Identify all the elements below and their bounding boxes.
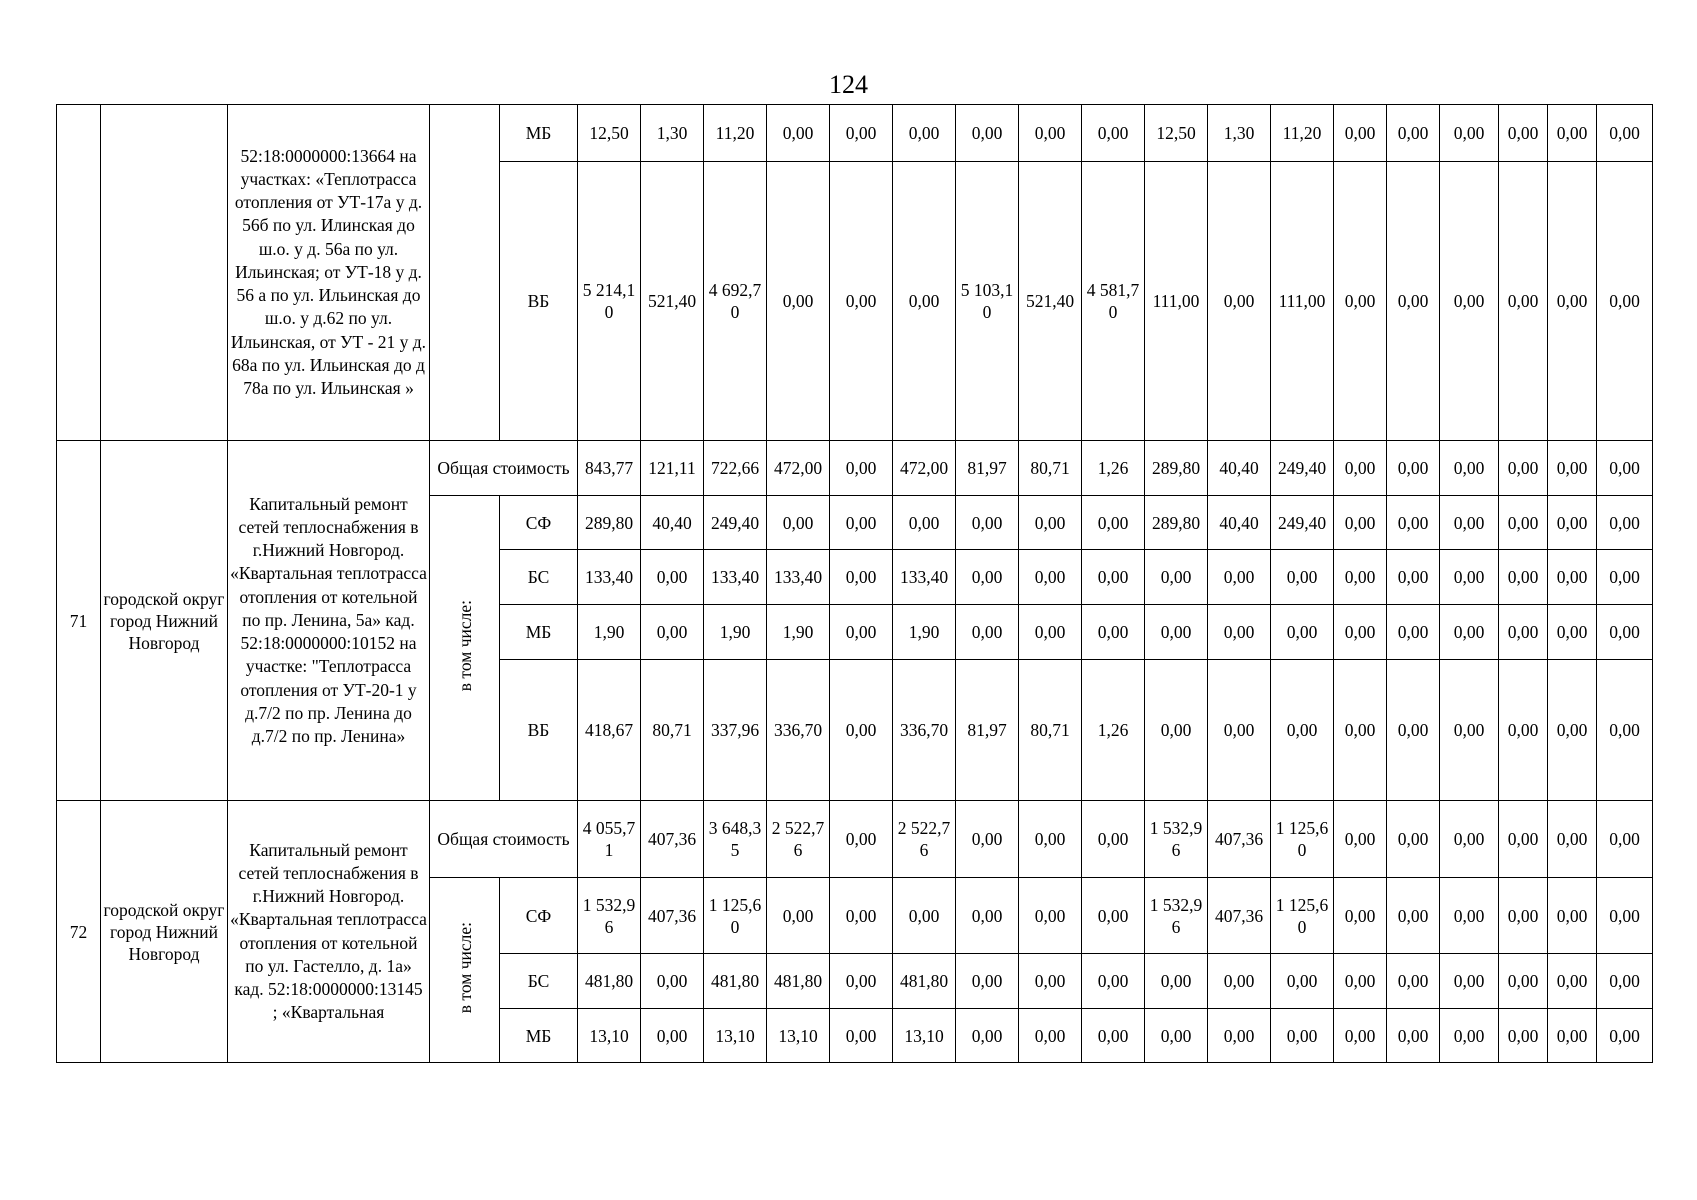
value-cell: 81,97 [956,660,1019,801]
value-cell: 407,36 [641,878,704,954]
value-cell: 0,00 [1597,105,1653,162]
row-number-cell: 71 [57,441,101,801]
value-cell: 11,20 [1271,105,1334,162]
row-number-cell: 72 [57,801,101,1063]
value-cell: 111,00 [1145,162,1208,441]
value-cell: 1,26 [1082,660,1145,801]
value-cell: 0,00 [1387,496,1440,550]
value-cell: 0,00 [1019,550,1082,605]
value-cell: 133,40 [767,550,830,605]
value-cell: 0,00 [1499,162,1548,441]
value-cell: 0,00 [1334,162,1387,441]
value-cell: 0,00 [830,105,893,162]
value-cell: 0,00 [1440,550,1499,605]
value-cell: 843,77 [578,441,641,496]
value-cell: 0,00 [830,162,893,441]
value-cell: 1,90 [893,605,956,660]
value-cell: 0,00 [1548,496,1597,550]
value-cell: 13,10 [767,1009,830,1063]
value-cell: 1,30 [1208,105,1271,162]
value-cell: 289,80 [578,496,641,550]
value-cell: 0,00 [1145,1009,1208,1063]
value-cell: 0,00 [1499,441,1548,496]
value-cell: 521,40 [641,162,704,441]
value-cell: 0,00 [1548,660,1597,801]
value-cell: 1,26 [1082,441,1145,496]
value-cell: 133,40 [578,550,641,605]
value-cell: 1 125,60 [704,878,767,954]
value-cell: 0,00 [1548,105,1597,162]
value-cell: 0,00 [956,605,1019,660]
value-cell: 40,40 [1208,441,1271,496]
group-cell [430,105,500,441]
value-cell: 0,00 [956,496,1019,550]
value-cell: 0,00 [1440,878,1499,954]
value-cell: 0,00 [1387,954,1440,1009]
value-cell: 0,00 [1082,105,1145,162]
value-cell: 0,00 [893,496,956,550]
value-cell: 0,00 [1548,441,1597,496]
value-cell: 0,00 [830,496,893,550]
value-cell: 0,00 [1271,605,1334,660]
description-cell: 52:18:0000000:13664 на участках: «Теплотрасса отопления от УТ-17а у д. 56б по ул. Илинская до ш.о. у д. 56а по ул. Ильинская; от УТ-18 у д. 56 а по ул. Ильинская до ш.о. у д.62 по ул. Ильинская, от УТ - 21 у д. 68а по ул. Ильинская до д 78а по ул. Ильинская » [228,105,430,441]
value-cell: 0,00 [1387,105,1440,162]
value-cell: 0,00 [1499,801,1548,878]
value-cell: 722,66 [704,441,767,496]
value-cell: 0,00 [1019,878,1082,954]
value-cell: 0,00 [1440,660,1499,801]
value-cell: 0,00 [830,550,893,605]
total-cost-label: Общая стоимость [430,801,578,878]
value-cell: 0,00 [1548,605,1597,660]
value-cell: 0,00 [1334,605,1387,660]
funding-type-cell: МБ [500,605,578,660]
value-cell: 13,10 [893,1009,956,1063]
value-cell: 0,00 [1145,550,1208,605]
value-cell: 407,36 [1208,801,1271,878]
value-cell: 11,20 [704,105,767,162]
subtotal-group-label [430,878,500,1063]
value-cell: 40,40 [641,496,704,550]
funding-type-cell: СФ [500,878,578,954]
value-cell: 0,00 [1499,954,1548,1009]
value-cell: 0,00 [1597,162,1653,441]
value-cell: 0,00 [1548,1009,1597,1063]
value-cell: 0,00 [1019,1009,1082,1063]
value-cell: 1,30 [641,105,704,162]
value-cell: 0,00 [767,162,830,441]
value-cell: 0,00 [1548,801,1597,878]
value-cell: 0,00 [1082,605,1145,660]
value-cell: 0,00 [1208,1009,1271,1063]
value-cell: 0,00 [1597,605,1653,660]
table-body [57,105,1653,1063]
value-cell: 81,97 [956,441,1019,496]
value-cell: 0,00 [956,1009,1019,1063]
value-cell: 0,00 [641,605,704,660]
value-cell: 0,00 [1440,1009,1499,1063]
value-cell: 2 522,76 [767,801,830,878]
value-cell: 0,00 [1387,550,1440,605]
value-cell: 1 532,96 [578,878,641,954]
value-cell: 249,40 [1271,441,1334,496]
value-cell: 0,00 [767,105,830,162]
value-cell: 0,00 [956,550,1019,605]
value-cell: 121,11 [641,441,704,496]
value-cell: 80,71 [641,660,704,801]
value-cell: 13,10 [578,1009,641,1063]
value-cell: 4 055,71 [578,801,641,878]
value-cell: 0,00 [956,105,1019,162]
value-cell: 5 214,10 [578,162,641,441]
value-cell: 0,00 [767,496,830,550]
value-cell: 80,71 [1019,441,1082,496]
value-cell: 0,00 [1208,550,1271,605]
value-cell: 336,70 [893,660,956,801]
value-cell: 481,80 [704,954,767,1009]
value-cell: 0,00 [1499,660,1548,801]
value-cell: 0,00 [1597,496,1653,550]
value-cell: 0,00 [1597,878,1653,954]
value-cell: 249,40 [1271,496,1334,550]
value-cell: 0,00 [1019,496,1082,550]
value-cell: 0,00 [1334,801,1387,878]
value-cell: 249,40 [704,496,767,550]
value-cell: 0,00 [830,605,893,660]
value-cell: 80,71 [1019,660,1082,801]
value-cell: 0,00 [1082,954,1145,1009]
description-cell: Капитальный ремонт сетей теплоснабжения в г.Нижний Новгород. «Квартальная теплотрасса отопления от котельной по ул. Гастелло, д. 1а» кад. 52:18:0000000:13145 ; «Квартальная [228,801,430,1063]
value-cell: 0,00 [830,1009,893,1063]
funding-type-cell: БС [500,550,578,605]
funding-table [56,104,1653,1063]
value-cell: 0,00 [1387,801,1440,878]
value-cell: 0,00 [1208,162,1271,441]
value-cell: 0,00 [1440,605,1499,660]
value-cell: 0,00 [1548,550,1597,605]
value-cell: 0,00 [1597,660,1653,801]
value-cell: 0,00 [956,801,1019,878]
value-cell: 0,00 [1387,162,1440,441]
value-cell: 0,00 [1499,550,1548,605]
table-row [57,105,1653,162]
value-cell: 0,00 [1387,660,1440,801]
value-cell: 0,00 [1440,441,1499,496]
value-cell: 0,00 [1082,801,1145,878]
value-cell: 0,00 [956,954,1019,1009]
table-row [57,441,1653,496]
value-cell: 0,00 [1271,1009,1334,1063]
value-cell: 1 532,96 [1145,801,1208,878]
value-cell: 0,00 [1387,441,1440,496]
value-cell: 0,00 [1548,878,1597,954]
value-cell: 0,00 [1145,660,1208,801]
funding-type-cell: ВБ [500,162,578,441]
value-cell: 1 532,96 [1145,878,1208,954]
value-cell: 0,00 [767,878,830,954]
value-cell: 133,40 [893,550,956,605]
value-cell: 0,00 [830,878,893,954]
value-cell: 407,36 [1208,878,1271,954]
value-cell: 0,00 [893,105,956,162]
value-cell: 472,00 [893,441,956,496]
value-cell: 0,00 [1082,550,1145,605]
value-cell: 0,00 [893,878,956,954]
value-cell: 0,00 [1145,605,1208,660]
value-cell: 0,00 [1440,105,1499,162]
value-cell: 4 581,70 [1082,162,1145,441]
value-cell: 0,00 [1334,105,1387,162]
value-cell: 1,90 [704,605,767,660]
value-cell: 0,00 [1208,660,1271,801]
value-cell: 289,80 [1145,441,1208,496]
value-cell: 0,00 [1499,496,1548,550]
funding-type-cell: МБ [500,1009,578,1063]
value-cell: 0,00 [1271,954,1334,1009]
funding-type-cell: БС [500,954,578,1009]
value-cell: 0,00 [830,441,893,496]
value-cell: 0,00 [893,162,956,441]
value-cell: 111,00 [1271,162,1334,441]
value-cell: 0,00 [1208,605,1271,660]
value-cell: 0,00 [1082,496,1145,550]
value-cell: 407,36 [641,801,704,878]
value-cell: 0,00 [1597,1009,1653,1063]
value-cell: 521,40 [1019,162,1082,441]
description-cell: Капитальный ремонт сетей теплоснабжения в г.Нижний Новгород. «Квартальная теплотрасса отопления от котельной по пр. Ленина, 5а» кад. 52:18:0000000:10152 на участке: "Теплотрасса отопления от УТ-20-1 у д.7/2 по пр. Ленина до д.7/2 по пр. Ленина» [228,441,430,801]
municipality-cell [101,105,228,441]
value-cell: 0,00 [1499,605,1548,660]
funding-type-cell: СФ [500,496,578,550]
value-cell: 0,00 [1082,1009,1145,1063]
table-row [57,801,1653,878]
value-cell: 481,80 [578,954,641,1009]
value-cell: 0,00 [1440,801,1499,878]
value-cell: 0,00 [641,550,704,605]
value-cell: 0,00 [1440,496,1499,550]
value-cell: 0,00 [641,1009,704,1063]
value-cell: 1,90 [578,605,641,660]
value-cell: 0,00 [1597,441,1653,496]
value-cell: 0,00 [830,660,893,801]
value-cell: 0,00 [1387,605,1440,660]
page-number: 124 [829,70,868,99]
value-cell: 12,50 [578,105,641,162]
value-cell: 0,00 [1440,954,1499,1009]
value-cell: 0,00 [1548,954,1597,1009]
value-cell: 0,00 [1334,550,1387,605]
total-cost-label: Общая стоимость [430,441,578,496]
value-cell: 0,00 [1082,878,1145,954]
funding-type-cell: ВБ [500,660,578,801]
value-cell: 133,40 [704,550,767,605]
value-cell: 0,00 [1499,105,1548,162]
value-cell: 0,00 [1145,954,1208,1009]
value-cell: 0,00 [1019,605,1082,660]
vertical-label: в том числе: [454,599,475,692]
value-cell: 1,90 [767,605,830,660]
value-cell: 0,00 [1597,954,1653,1009]
value-cell: 13,10 [704,1009,767,1063]
value-cell: 0,00 [1334,441,1387,496]
vertical-label: в том числе: [454,921,475,1014]
value-cell: 5 103,10 [956,162,1019,441]
value-cell: 0,00 [830,801,893,878]
value-cell: 0,00 [1019,801,1082,878]
value-cell: 0,00 [1271,660,1334,801]
value-cell: 0,00 [1440,162,1499,441]
value-cell: 0,00 [1019,954,1082,1009]
subtotal-group-label [430,496,500,801]
value-cell: 481,80 [893,954,956,1009]
value-cell: 0,00 [1334,496,1387,550]
value-cell: 0,00 [1597,550,1653,605]
value-cell: 40,40 [1208,496,1271,550]
value-cell: 0,00 [1271,550,1334,605]
value-cell: 0,00 [1334,1009,1387,1063]
row-number-cell [57,105,101,441]
value-cell: 0,00 [1597,801,1653,878]
value-cell: 4 692,70 [704,162,767,441]
value-cell: 336,70 [767,660,830,801]
value-cell: 0,00 [1334,660,1387,801]
value-cell: 2 522,76 [893,801,956,878]
municipality-cell: городской округ город Нижний Новгород [101,441,228,801]
value-cell: 3 648,35 [704,801,767,878]
value-cell: 0,00 [641,954,704,1009]
value-cell: 0,00 [956,878,1019,954]
value-cell: 0,00 [1334,954,1387,1009]
value-cell: 12,50 [1145,105,1208,162]
funding-type-cell: МБ [500,105,578,162]
value-cell: 481,80 [767,954,830,1009]
value-cell: 1 125,60 [1271,801,1334,878]
value-cell: 418,67 [578,660,641,801]
value-cell: 0,00 [1019,105,1082,162]
value-cell: 0,00 [1208,954,1271,1009]
value-cell: 0,00 [1387,878,1440,954]
value-cell: 0,00 [1499,878,1548,954]
value-cell: 1 125,60 [1271,878,1334,954]
value-cell: 289,80 [1145,496,1208,550]
value-cell: 472,00 [767,441,830,496]
value-cell: 0,00 [1499,1009,1548,1063]
value-cell: 0,00 [1387,1009,1440,1063]
municipality-cell: городской округ город Нижний Новгород [101,801,228,1063]
value-cell: 0,00 [830,954,893,1009]
value-cell: 337,96 [704,660,767,801]
value-cell: 0,00 [1334,878,1387,954]
value-cell: 0,00 [1548,162,1597,441]
